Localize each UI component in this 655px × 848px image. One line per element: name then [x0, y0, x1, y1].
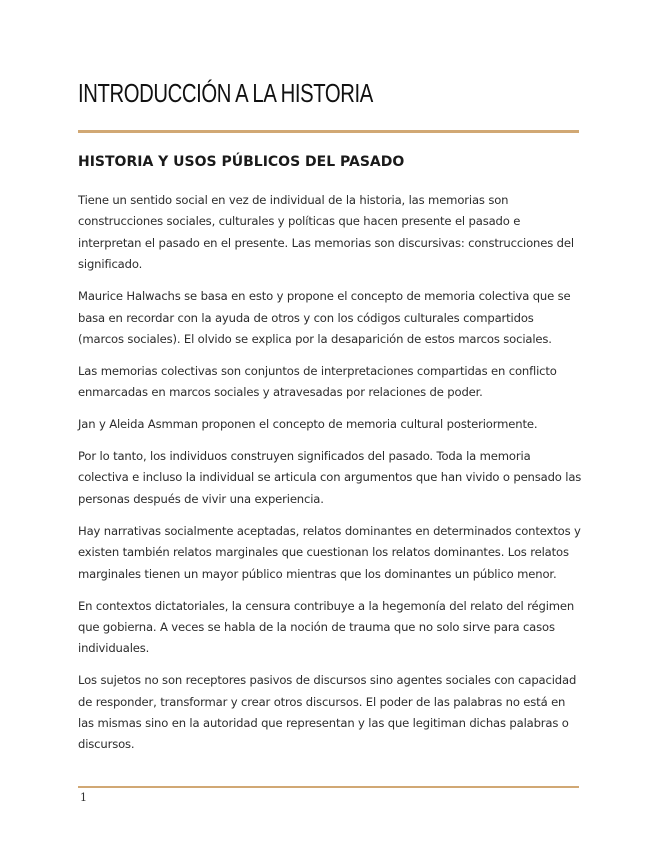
title-divider	[78, 130, 579, 133]
paragraph: Los sujetos no son receptores pasivos de discursos sino agentes sociales con capacidad de responder, transformar y crear otros discursos. El poder de las palabras no está en las mismas sino en la autoridad que representan y las que legitiman dichas palabras o discursos.	[78, 673, 577, 752]
paragraph: Por lo tanto, los individuos construyen significados del pasado. Toda la memoria colectiva e incluso la individual se articula con argumentos que han vivido o pensado las personas después de vivir una experiencia.	[78, 449, 582, 506]
paragraph: Maurice Halwachs se basa en esto y propone el concepto de memoria colectiva que se basa en recordar con la ayuda de otros y con los códigos culturales compartidos (marcos sociales). El olvido se explica por la desaparición de estos marcos sociales.	[78, 289, 571, 346]
paragraph: Tiene un sentido social en vez de individual de la historia, las memorias son construcciones sociales, culturales y políticas que hacen presente el pasado e interpretan el pasado en el presente. Las memorias son discursivas: construcciones del significado.	[78, 193, 574, 272]
page-number: 1	[80, 791, 87, 804]
paragraph: En contextos dictatoriales, la censura contribuye a la hegemonía del relato del régimen que gobierna. A veces se habla de la noción de trauma que no solo sirve para casos individuales.	[78, 598, 575, 656]
section-heading: HISTORIA Y USOS PÚBLICOS DEL PASADO	[78, 154, 405, 170]
paragraph: Las memorias colectivas son conjuntos de interpretaciones compartidas en conflicto enmarcadas en marcos sociales y atravesadas por relaciones de poder.	[78, 363, 557, 400]
paragraph: Hay narrativas socialmente aceptadas, relatos dominantes en determinados contextos y existen también relatos marginales que cuestionan los relatos dominantes. Los relatos marginales tienen un mayor público mientras que los dominantes un público menor.	[78, 523, 581, 581]
body-text	[78, 190, 583, 766]
footer-divider	[78, 786, 579, 788]
paragraph: Jan y Aleida Asmman proponen el concepto de memoria cultural posteriormente.	[78, 417, 538, 432]
document-title: INTRODUCCIÓN A LA HISTORIA	[78, 78, 373, 108]
